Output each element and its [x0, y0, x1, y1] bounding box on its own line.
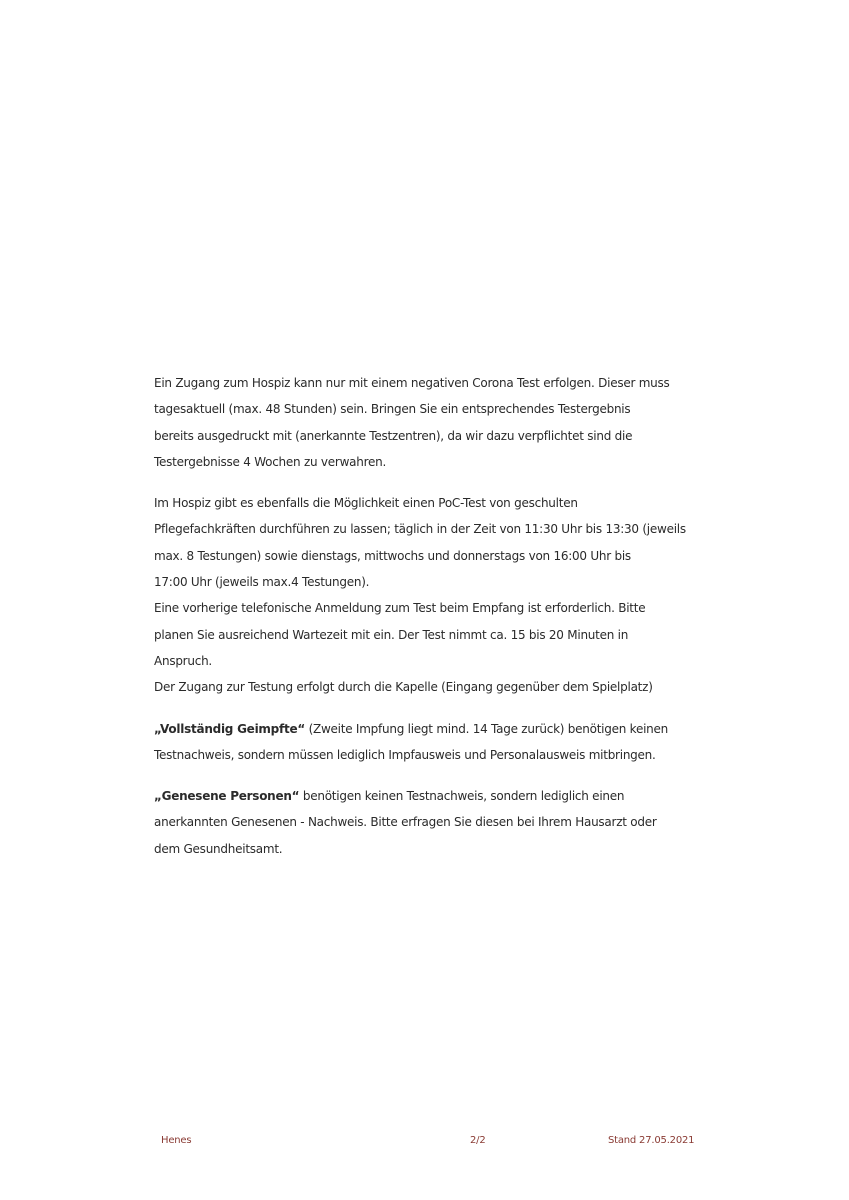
text-line: anerkannten Genesenen - Nachweis. Bitte erfragen Sie diesen bei Ihrem Hausarzt oder — [154, 815, 657, 830]
text-line: Der Zugang zur Testung erfolgt durch die Kapelle (Eingang gegenüber dem Spielplatz) — [154, 680, 653, 695]
vaccinated-heading: „Vollständig Geimpfte“ — [154, 721, 306, 736]
text-line: Testergebnisse 4 Wochen zu verwahren. — [154, 454, 387, 469]
paragraph-poc-test — [154, 490, 714, 700]
text-line: Ein Zugang zum Hospiz kann nur mit einem negativen Corona Test erfolgen. Dieser muss — [154, 376, 670, 390]
recovered-heading: „Genesene Personen“ — [154, 789, 300, 804]
text-line — [154, 783, 714, 809]
text-line: max. 8 Testungen) sowie dienstags, mittwochs und donnerstags von 16:00 Uhr bis — [154, 548, 631, 563]
document-body — [154, 370, 714, 862]
paragraph-spacer — [154, 475, 714, 490]
text-line: Anspruch. — [154, 653, 212, 668]
text-line: Testnachweis, sondern müssen lediglich Impfausweis und Personalausweis mitbringen. — [154, 747, 656, 762]
paragraph-test-requirement — [154, 370, 714, 475]
text-line: Pflegefachkräften durchführen zu lassen; täglich in der Zeit von 11:30 Uhr bis 13:30 (jeweils — [154, 522, 686, 537]
text-line: 17:00 Uhr (jeweils max.4 Testungen). — [154, 575, 370, 590]
text-fragment: (Zweite Impfung liegt mind. 14 Tage zurück) benötigen keinen — [305, 721, 669, 736]
text-line: tagesaktuell (max. 48 Stunden) sein. Bringen Sie ein entsprechendes Testergebnis — [154, 402, 631, 417]
footer-author: Henes — [161, 1135, 192, 1146]
text-line: dem Gesundheitsamt. — [154, 841, 283, 856]
text-fragment: benötigen keinen Testnachweis, sondern lediglich einen — [299, 789, 625, 804]
footer-page-number: 2/2 — [470, 1135, 486, 1146]
paragraph-vaccinated — [154, 716, 714, 769]
text-line: planen Sie ausreichend Wartezeit mit ein. Der Test nimmt ca. 15 bis 20 Minuten in — [154, 627, 629, 642]
paragraph-spacer — [154, 701, 714, 716]
text-line — [154, 716, 714, 742]
text-line: Im Hospiz gibt es ebenfalls die Möglichkeit einen PoC-Test von geschulten — [154, 496, 578, 511]
text-line: bereits ausgedruckt mit (anerkannte Testzentren), da wir dazu verpflichtet sind die — [154, 428, 633, 443]
paragraph-spacer — [154, 768, 714, 783]
text-line: Eine vorherige telefonische Anmeldung zum Test beim Empfang ist erforderlich. Bitte — [154, 601, 646, 616]
footer-date: Stand 27.05.2021 — [608, 1135, 695, 1146]
paragraph-recovered — [154, 783, 714, 862]
